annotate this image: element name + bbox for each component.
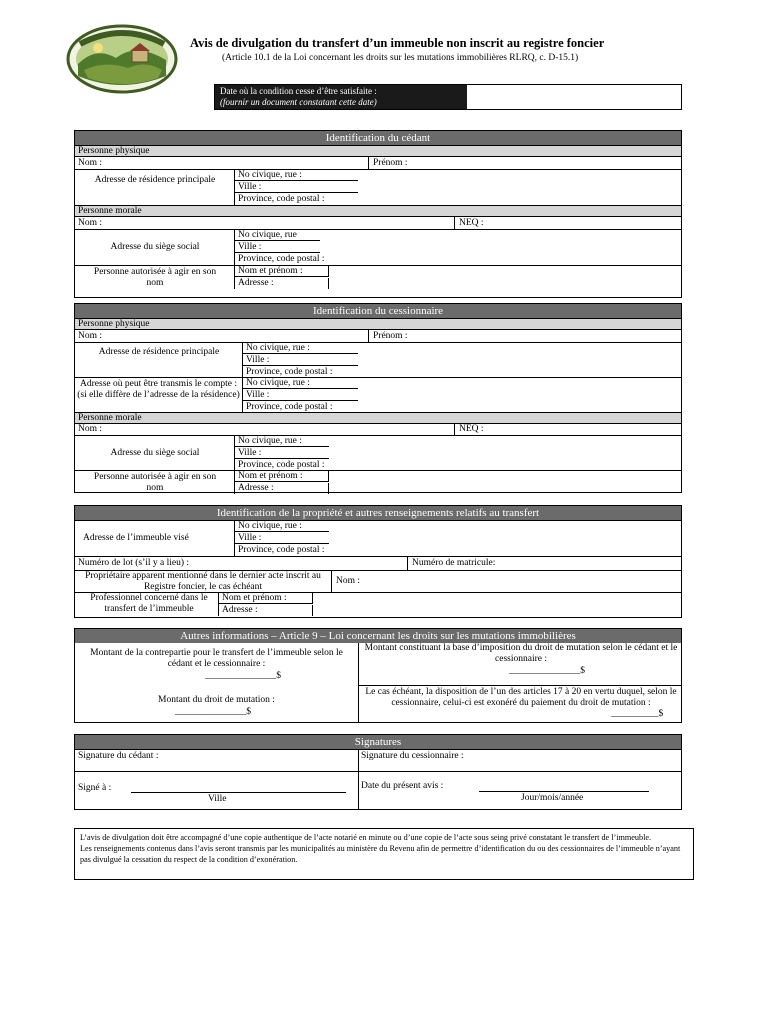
cedant-siege-row xyxy=(75,229,681,265)
section-cedant xyxy=(74,130,682,298)
cessionnaire-neq-label: NEQ : xyxy=(459,424,484,434)
signature-cessionnaire-label: Signature du cessionnaire : xyxy=(361,751,464,761)
municipality-logo xyxy=(66,24,178,94)
date-condition-label-box xyxy=(215,85,467,109)
propriete-nom-prenom-field[interactable]: Nom et prénom : xyxy=(219,593,313,604)
signe-a-label: Signé à : xyxy=(78,783,112,793)
cessionnaire-compte-province-field[interactable]: Province, code postal : xyxy=(246,402,333,412)
section-signatures-title: Signatures xyxy=(75,735,681,749)
date-condition-label: Date où la condition cesse d’être satisfaite : xyxy=(220,86,377,96)
cedant-no-civique-field[interactable]: No civique, rue : xyxy=(235,170,358,181)
cedant-autorisee-row xyxy=(75,265,681,289)
cessionnaire-siege-label: Adresse du siège social xyxy=(110,448,200,458)
cedant-neq-label: NEQ : xyxy=(459,218,484,228)
propriete-ville-field[interactable]: Ville : xyxy=(235,533,329,544)
signature-cessionnaire-field[interactable] xyxy=(358,750,681,771)
cedant-province-field[interactable]: Province, code postal : xyxy=(238,194,325,204)
footer-note-line-1: L’avis de divulgation doit être accompagné d’une copie authentique de l’acte notarié en minute ou d’une copie de l’acte sous seing privé constatant le transfert de l’immeuble. xyxy=(80,833,652,842)
cessionnaire-ville-field[interactable]: Ville : xyxy=(243,355,358,366)
propriete-proprietaire-row xyxy=(75,570,681,592)
propriete-no-civique-field[interactable]: No civique, rue : xyxy=(235,521,329,532)
cedant-siege-no-civique-field[interactable]: No civique, rue xyxy=(235,230,320,241)
cedant-nom-morale-label: Nom : xyxy=(78,218,103,228)
autres-base-imposition-field[interactable]: _______________$ xyxy=(509,666,585,676)
propriete-adresse-field[interactable]: Adresse : xyxy=(219,605,313,616)
signe-a-field[interactable] xyxy=(131,792,346,793)
signatures-row-2 xyxy=(75,771,681,809)
cessionnaire-personne-morale-label: Personne morale xyxy=(75,412,681,423)
section-cessionnaire-title: Identification du cessionnaire xyxy=(75,304,681,318)
signature-cedant-field[interactable] xyxy=(75,750,358,771)
propriete-province-field[interactable]: Province, code postal : xyxy=(238,545,325,555)
cedant-autorisee-label: Personne autorisée à agir en son nom xyxy=(93,267,217,288)
cessionnaire-siege-province-field[interactable]: Province, code postal : xyxy=(238,460,325,470)
cessionnaire-nom-row xyxy=(75,329,681,342)
autres-exoneration-field[interactable]: __________$ xyxy=(611,709,664,719)
cedant-adresse-field[interactable]: Adresse : xyxy=(235,278,329,289)
section-cessionnaire xyxy=(74,303,682,493)
cessionnaire-compte-row xyxy=(75,377,681,412)
cessionnaire-neq-field[interactable] xyxy=(454,424,681,435)
cedant-nom-morale-row xyxy=(75,216,681,229)
cedant-nom-prenom-field[interactable]: Nom et prénom : xyxy=(235,266,329,277)
cessionnaire-personne-physique-label: Personne physique xyxy=(75,318,681,329)
cessionnaire-compte-no-civique-field[interactable]: No civique, rue : xyxy=(243,378,358,389)
date-avis-format-label: Jour/mois/année xyxy=(521,793,584,803)
cessionnaire-nom-morale-row xyxy=(75,423,681,435)
section-signatures xyxy=(74,734,682,810)
propriete-matricule-label: Numéro de matricule: xyxy=(412,558,496,568)
cedant-nom-row xyxy=(75,156,681,169)
footer-note-line-2: Les renseignements contenus dans l’avis seront transmis par les municipalités au ministère du Revenu afin de permettre d’identification du ou des cessionnaires de l’immeuble n’ayant pas divulgué la cessation du respect de la condition d’exonération. xyxy=(80,844,681,864)
propriete-numero-lot-label: Numéro de lot (s’il y a lieu) : xyxy=(78,558,190,568)
autres-body xyxy=(75,643,681,722)
propriete-professionnel-label: Professionnel concerné dans le transfert de l’immeuble xyxy=(90,593,208,614)
signe-a-ville-label: Ville xyxy=(208,794,227,804)
cessionnaire-adresse-field[interactable]: Adresse : xyxy=(235,483,329,494)
cedant-ville-field[interactable]: Ville : xyxy=(235,182,358,193)
page-title: Avis de divulgation du transfert d’un immeuble non inscrit au registre foncier xyxy=(190,36,605,50)
autres-contrepartie-label: Montant de la contrepartie pour le transfert de l’immeuble selon le cédant et le cessionnaire : xyxy=(90,648,343,669)
cessionnaire-nom-label: Nom : xyxy=(78,331,103,341)
propriete-lot-row xyxy=(75,556,681,570)
autres-contrepartie-field[interactable]: _______________$ xyxy=(205,671,281,681)
cedant-nom-label: Nom : xyxy=(78,158,103,168)
page-subtitle: (Article 10.1 de la Loi concernant les droits sur les mutations immobilières RLRQ, c. D-15.1) xyxy=(222,53,579,63)
cessionnaire-adresse-residence-label: Adresse de résidence principale xyxy=(98,347,220,357)
cessionnaire-autorisee-label: Personne autorisée à agir en son nom xyxy=(93,472,217,493)
section-autres xyxy=(74,628,682,723)
signatures-row-1 xyxy=(75,749,681,771)
cessionnaire-adresse-row xyxy=(75,342,681,377)
propriete-professionnel-row xyxy=(75,592,681,616)
autres-droit-mutation-field[interactable]: _______________$ xyxy=(175,707,251,717)
propriete-nom-field[interactable] xyxy=(331,571,681,592)
cessionnaire-nom-morale-label: Nom : xyxy=(78,424,103,434)
cedant-neq-field[interactable] xyxy=(454,217,681,229)
cedant-siege-ville-field[interactable]: Ville : xyxy=(235,242,320,253)
date-condition-field[interactable] xyxy=(214,84,682,110)
cedant-personne-physique-label: Personne physique xyxy=(75,145,681,156)
cedant-siege-label: Adresse du siège social xyxy=(110,242,200,252)
section-propriete xyxy=(74,505,682,618)
section-autres-title: Autres informations – Article 9 – Loi concernant les droits sur les mutations immobilières xyxy=(75,629,681,643)
signature-cedant-label: Signature du cédant : xyxy=(78,751,159,761)
section-cedant-title: Identification du cédant xyxy=(75,131,681,145)
propriete-matricule-field[interactable] xyxy=(407,557,681,570)
cedant-adresse-residence-label: Adresse de résidence principale xyxy=(94,175,216,185)
cedant-prenom-label: Prénom : xyxy=(373,158,408,168)
cessionnaire-no-civique-field[interactable]: No civique, rue : xyxy=(243,343,358,354)
autres-base-imposition-label: Montant constituant la base d’imposition du droit de mutation selon le cédant et le cessionnaire : xyxy=(364,643,678,664)
section-propriete-title: Identification de la propriété et autres renseignements relatifs au transfert xyxy=(75,506,681,520)
cessionnaire-province-field[interactable]: Province, code postal : xyxy=(246,367,333,377)
cedant-adresse-row xyxy=(75,169,681,205)
propriete-nom-label: Nom : xyxy=(336,576,361,586)
propriete-adresse-label: Adresse de l’immeuble visé xyxy=(83,533,189,543)
autres-exoneration-label: Le cas échéant, la disposition de l’un des articles 17 à 20 en vertu duquel, selon le cessionnaire, celui-ci est exonéré du paiement du droit de mutation : xyxy=(365,687,677,708)
cessionnaire-nom-prenom-field[interactable]: Nom et prénom : xyxy=(235,471,329,482)
cessionnaire-autorisee-row xyxy=(75,470,681,494)
autres-droit-mutation-label: Montant du droit de mutation : xyxy=(158,695,275,705)
date-condition-hint: (fournir un document constatant cette date) xyxy=(220,97,377,107)
cedant-personne-morale-label: Personne morale xyxy=(75,205,681,216)
cessionnaire-siege-ville-field[interactable]: Ville : xyxy=(235,448,329,459)
date-avis-label: Date du présent avis : xyxy=(361,781,444,791)
cessionnaire-siege-row xyxy=(75,435,681,470)
propriete-adresse-row xyxy=(75,520,681,556)
propriete-proprietaire-label: Propriétaire apparent mentionné dans le dernier acte inscrit au Registre foncier, le cas échéant xyxy=(85,571,321,592)
cedant-siege-province-field[interactable]: Province, code postal : xyxy=(238,254,325,264)
date-avis-field[interactable] xyxy=(479,791,649,792)
cedant-prenom-field[interactable] xyxy=(368,157,681,169)
cessionnaire-prenom-label: Prénom : xyxy=(373,331,408,341)
cessionnaire-compte-ville-field[interactable]: Ville : xyxy=(243,390,358,401)
footer-note xyxy=(74,828,694,880)
cessionnaire-siege-no-civique-field[interactable]: No civique, rue : xyxy=(235,436,329,447)
cessionnaire-adresse-compte-label: Adresse où peut être transmis le compte : (si elle diffère de l’adresse de la résidence) xyxy=(77,379,240,400)
cessionnaire-prenom-field[interactable] xyxy=(368,330,681,342)
